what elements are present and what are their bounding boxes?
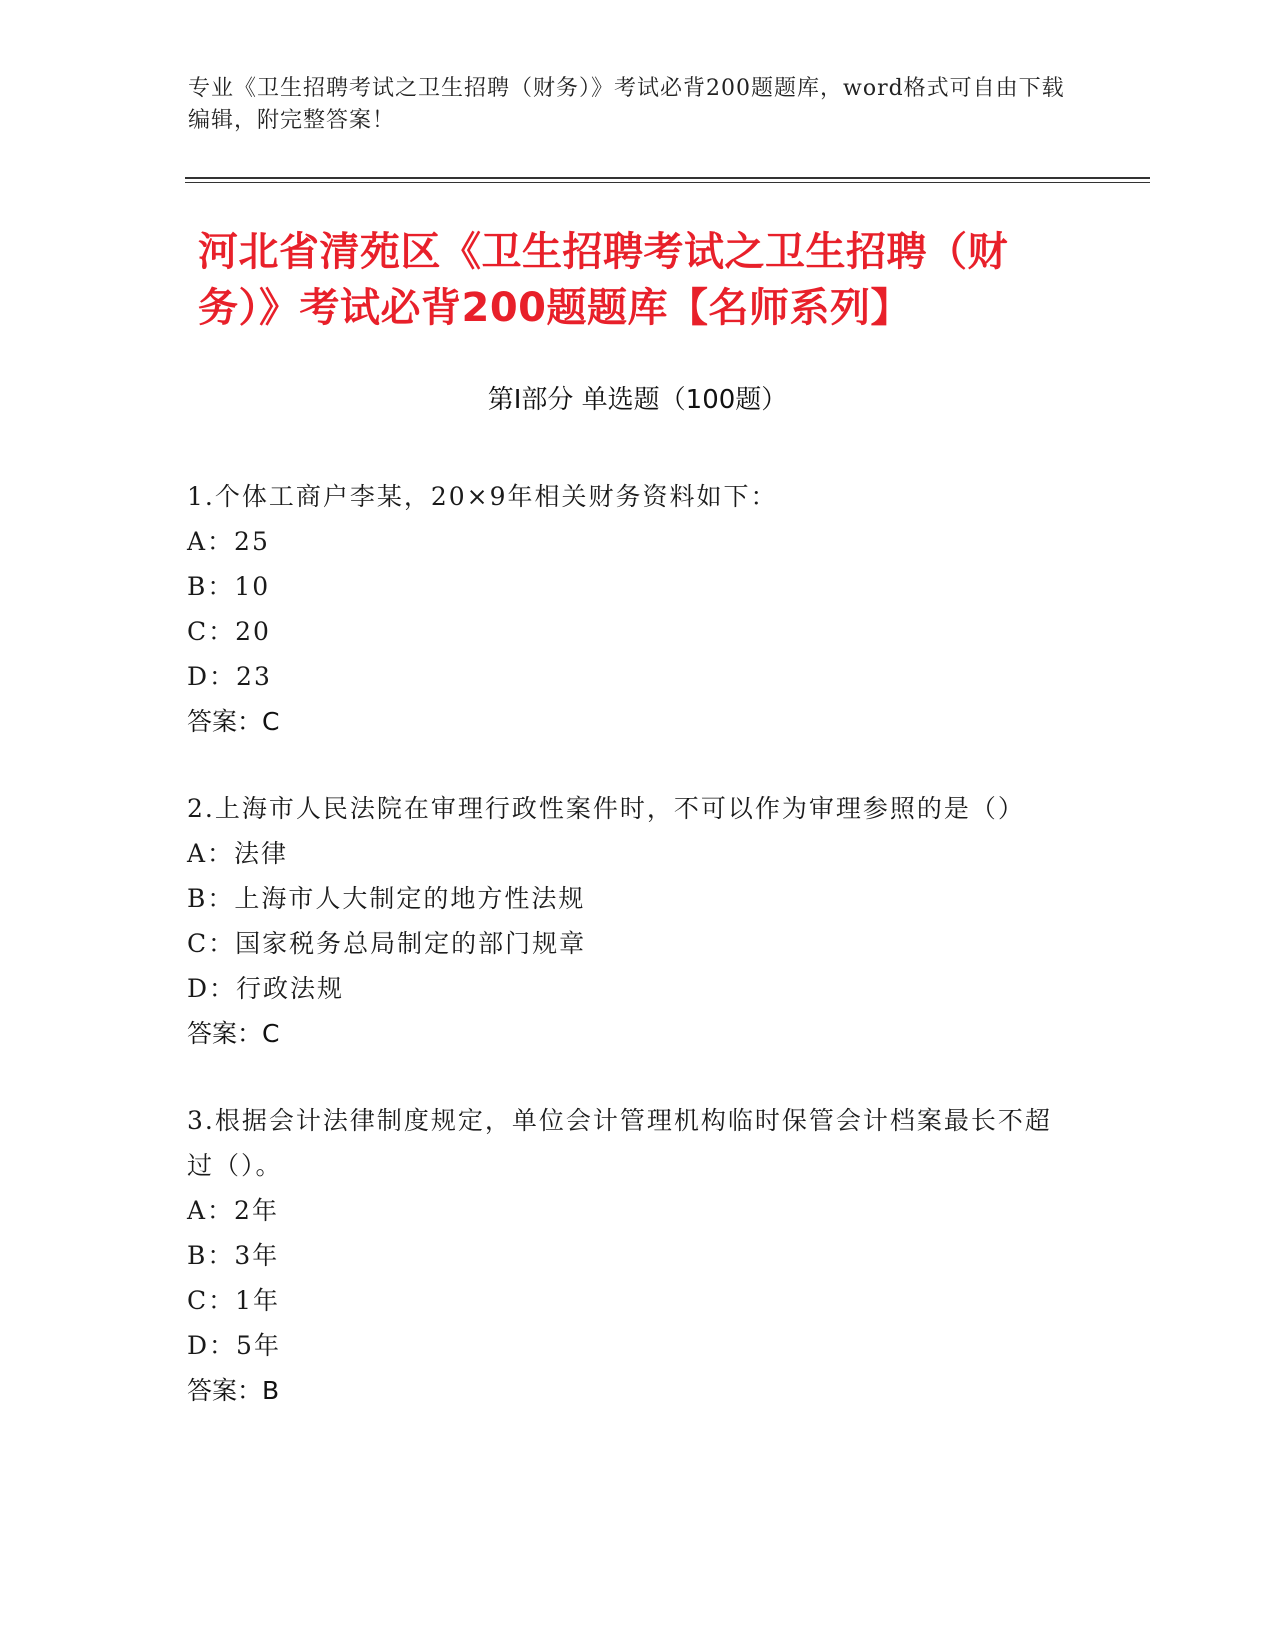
question-option-a: A：法律 [187, 839, 289, 868]
question-option-a: A：2年 [187, 1196, 279, 1225]
header-divider-thin [185, 182, 1150, 183]
question-item [187, 474, 1067, 744]
header-divider-thick [185, 177, 1150, 179]
question-option-b: B：上海市人大制定的地方性法规 [187, 884, 586, 913]
question-item [187, 786, 1067, 1056]
question-stem: 3.根据会计法律制度规定，单位会计管理机构临时保管会计档案最长不超过（）。 [187, 1106, 1052, 1180]
question-stem: 2.上海市人民法院在审理行政性案件时，不可以作为审理参照的是（） [187, 794, 1025, 823]
question-answer: 答案：C [187, 1019, 280, 1048]
question-option-a: A：25 [187, 527, 270, 556]
question-option-c: C：国家税务总局制定的部门规章 [187, 929, 587, 958]
section-heading: 第Ⅰ部分 单选题（100题） [487, 385, 788, 415]
question-option-d: D：23 [187, 662, 272, 691]
question-option-c: C：20 [187, 617, 271, 646]
question-option-d: D：行政法规 [187, 974, 345, 1003]
question-option-b: B：3年 [187, 1241, 280, 1270]
question-answer: 答案：C [187, 707, 280, 736]
document-title: 河北省清苑区《卫生招聘考试之卫生招聘（财务）》考试必背200题题库【名师系列】 [198, 229, 1008, 331]
question-option-d: D：5年 [187, 1331, 281, 1360]
question-option-c: C：1年 [187, 1286, 281, 1315]
question-item [187, 1098, 1067, 1413]
header-note: 专业《卫生招聘考试之卫生招聘（财务）》考试必背200题题库，word格式可自由下载编辑，附完整答案！ [188, 76, 1065, 133]
question-answer: 答案：B [187, 1376, 280, 1405]
question-option-b: B：10 [187, 572, 271, 601]
question-list [187, 474, 1067, 1455]
question-stem: 1.个体工商户李某，20×9年相关财务资料如下： [187, 482, 778, 511]
